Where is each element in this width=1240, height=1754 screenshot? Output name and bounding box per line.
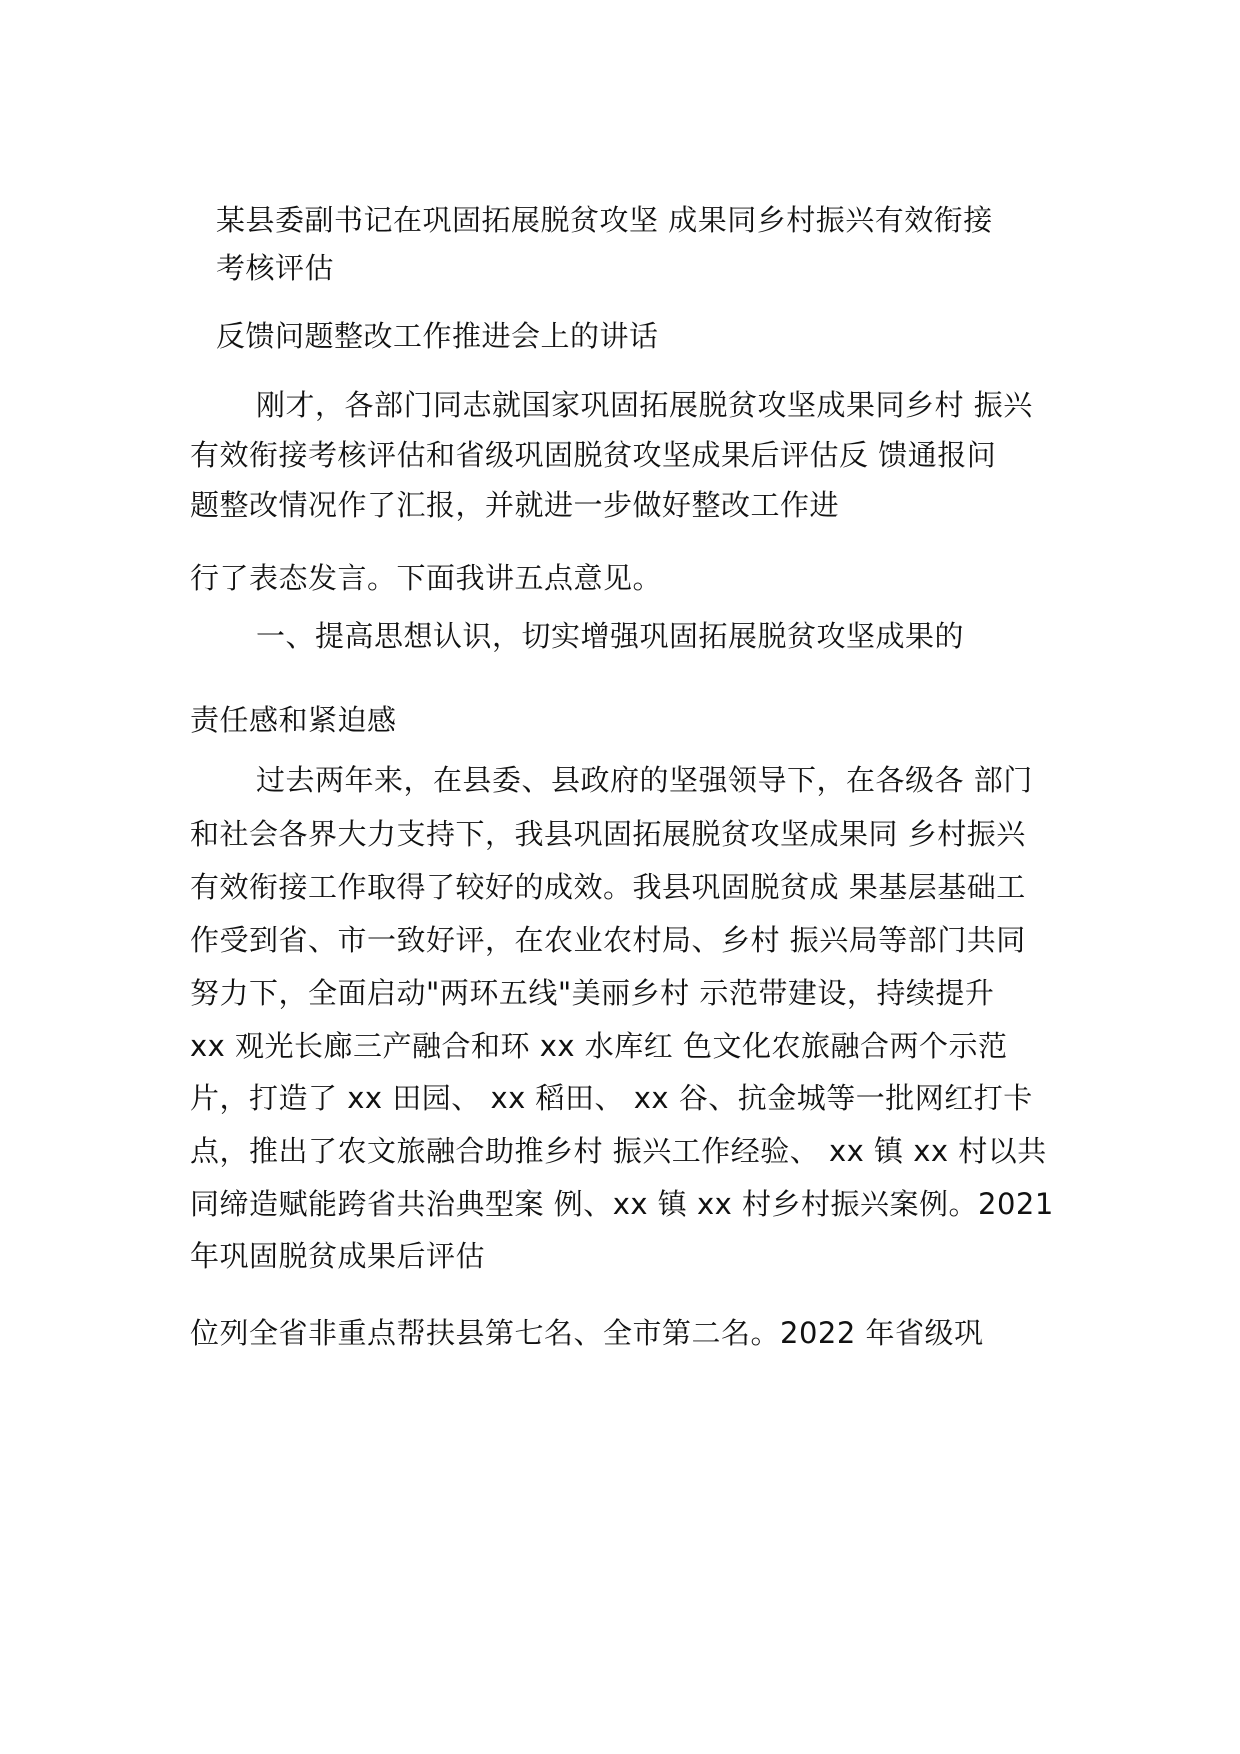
body-line-5: 过去两年来，在县委、县政府的坚强领导下，在各级各 部门 <box>256 763 1033 797</box>
body-line-9: 努力下，全面启动"两环五线"美丽乡村 示范带建设，持续提升 <box>190 976 995 1010</box>
body-line-12: 点，推出了农文旅融合助推乡村 振兴工作经验、 xx 镇 xx 村以共 <box>190 1134 1047 1168</box>
body-line-2: 有效衔接考核评估和省级巩固脱贫攻坚成果后评估反 馈通报问 <box>190 438 997 472</box>
body-line-8: 作受到省、市一致好评，在农业农村局、乡村 振兴局等部门共同 <box>190 923 1026 957</box>
body-line-4: 行了表态发言。下面我讲五点意见。 <box>190 561 663 595</box>
title-line-1: 某县委副书记在巩固拓展脱贫攻坚 成果同乡村振兴有效衔接 <box>216 203 993 237</box>
body-line-14: 年巩固脱贫成果后评估 <box>190 1239 486 1273</box>
title-line-3: 反馈问题整改工作推进会上的讲话 <box>216 319 659 353</box>
body-line-13: 同缔造赋能跨省共治典型案 例、xx 镇 xx 村乡村振兴案例。2021 <box>190 1187 1054 1221</box>
title-line-2: 考核评估 <box>216 251 335 285</box>
body-line-3: 题整改情况作了汇报，并就进一步做好整改工作进 <box>190 488 840 522</box>
section-heading-1: 一、提高思想认识，切实增强巩固拓展脱贫攻坚成果的 <box>256 619 965 653</box>
body-line-11: 片，打造了 xx 田园、 xx 稻田、 xx 谷、抗金城等一批网红打卡 <box>190 1081 1033 1115</box>
body-line-1: 刚才，各部门同志就国家巩固拓展脱贫攻坚成果同乡村 振兴 <box>256 388 1033 422</box>
body-line-15: 位列全省非重点帮扶县第七名、全市第二名。2022 年省级巩 <box>190 1316 984 1350</box>
body-line-10: xx 观光长廊三产融合和环 xx 水库红 色文化农旅融合两个示范 <box>190 1029 1008 1063</box>
body-line-7: 有效衔接工作取得了较好的成效。我县巩固脱贫成 果基层基础工 <box>190 870 1026 904</box>
body-line-6: 和社会各界大力支持下，我县巩固拓展脱贫攻坚成果同 乡村振兴 <box>190 817 1026 851</box>
section-heading-1-cont: 责任感和紧迫感 <box>190 703 397 737</box>
